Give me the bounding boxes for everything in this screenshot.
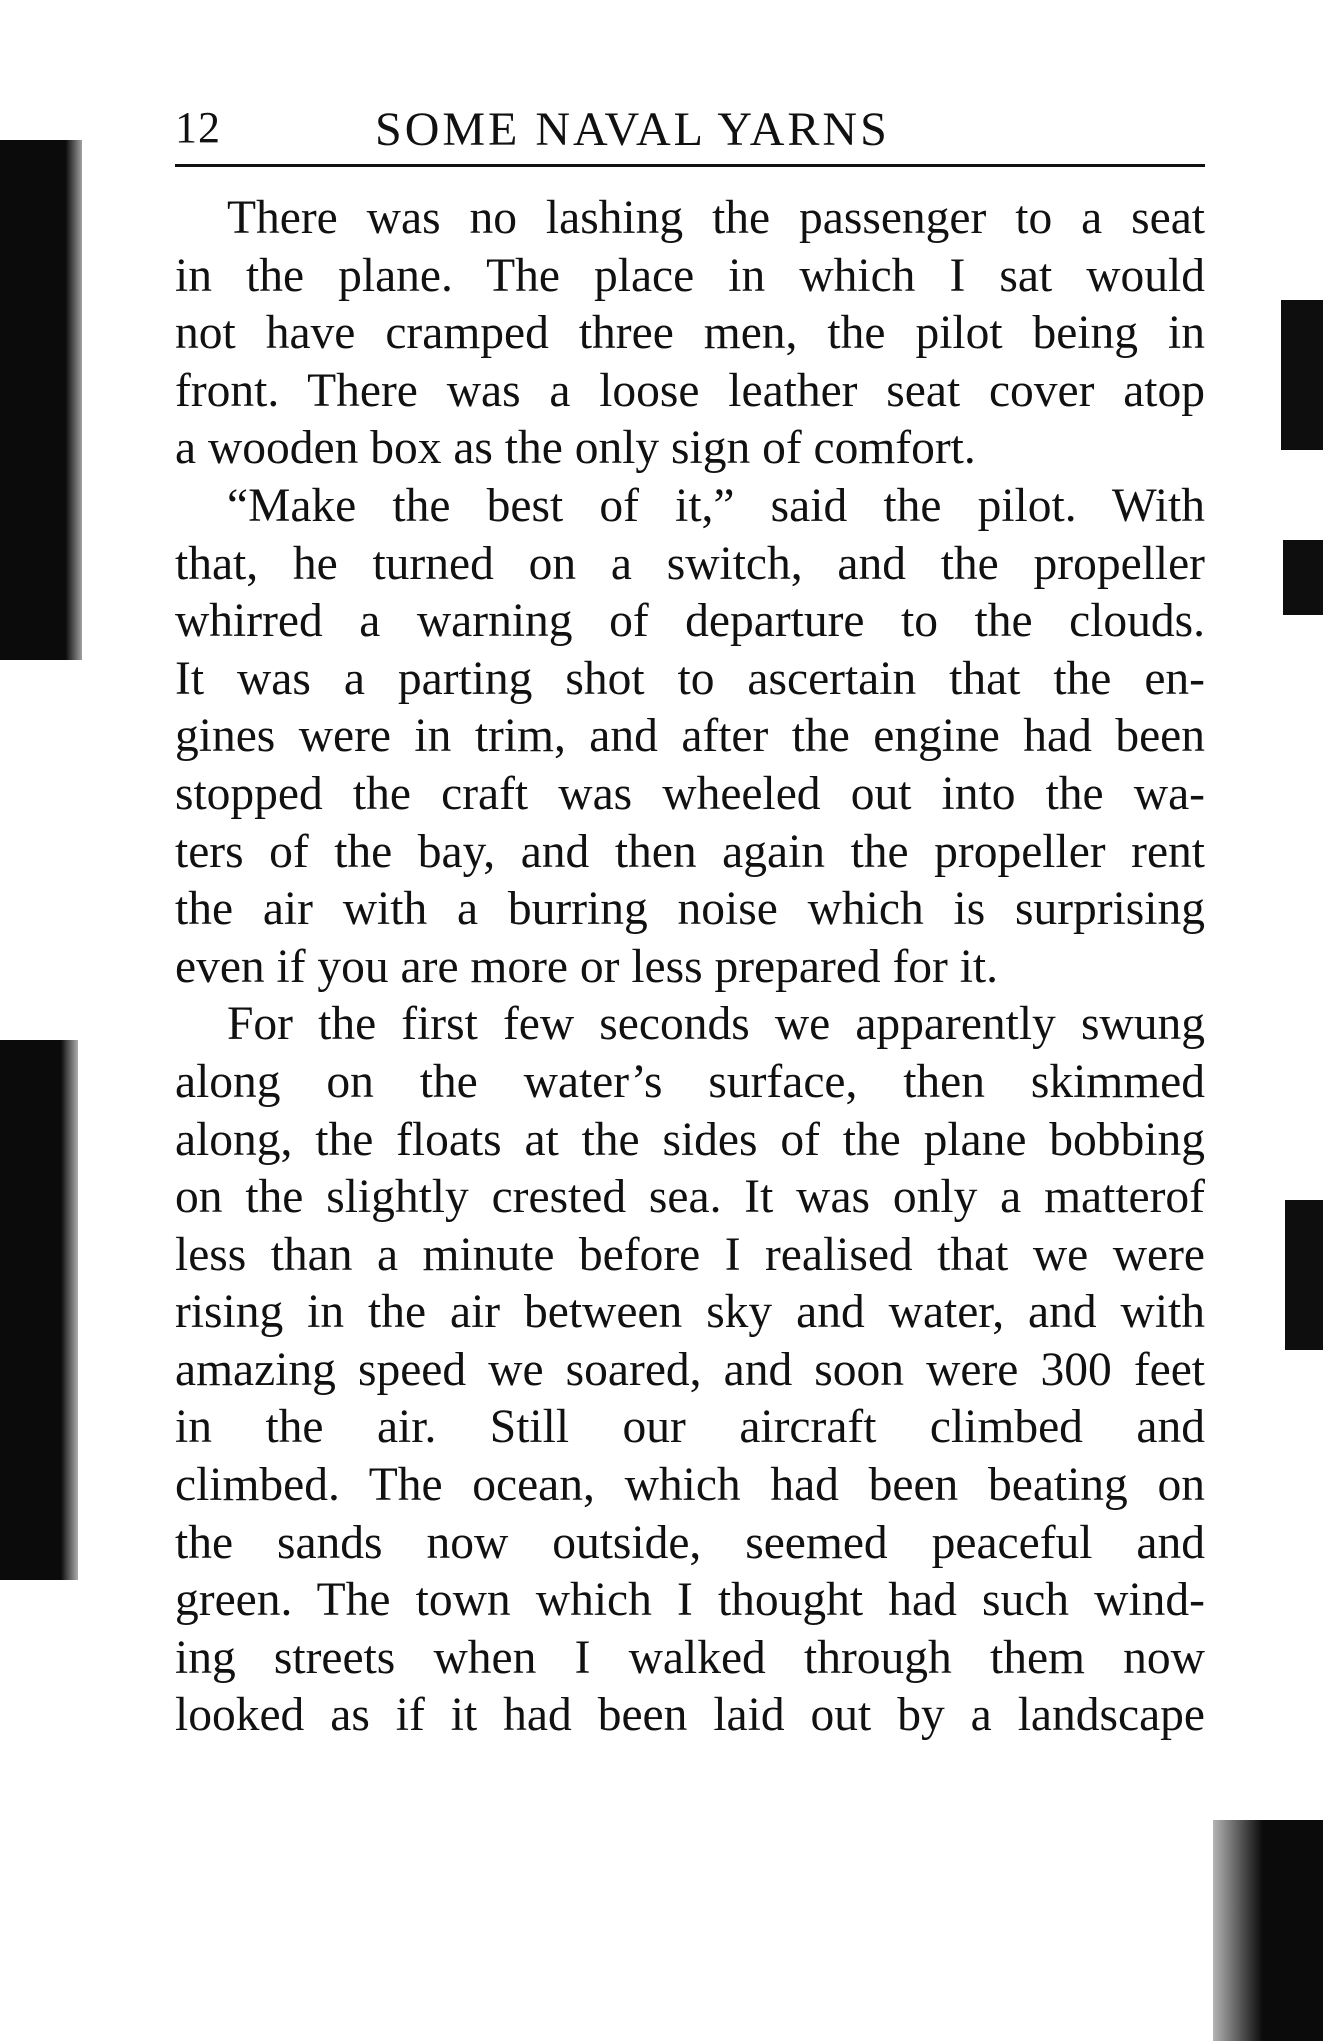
text-line: along, the floats at the sides of the plane bobbing — [175, 1113, 1205, 1166]
running-title: SOME NAVAL YARNS — [375, 103, 890, 156]
text-line: not have cramped three men, the pilot being in — [175, 307, 1205, 360]
text-line: looked as if it had been laid out by a landscape — [175, 1689, 1205, 1742]
text-line: front. There was a loose leather seat cover atop — [175, 364, 1205, 417]
text-line: the sands now outside, seemed peaceful and — [175, 1516, 1205, 1569]
running-header — [175, 102, 1205, 167]
text-line: the air with a burring noise which is surprising — [175, 883, 1205, 936]
text-line: stopped the craft was wheeled out into the wa- — [175, 767, 1205, 820]
page-number: 12 — [175, 103, 221, 152]
text-line: that, he turned on a switch, and the propeller — [175, 537, 1205, 590]
text-line: in the plane. The place in which I sat would — [175, 249, 1205, 302]
text-line: even if you are more or less prepared for it. — [175, 940, 998, 993]
text-line: ing streets when I walked through them now — [175, 1631, 1205, 1684]
scan-shadow-right-1 — [1281, 300, 1323, 450]
scan-shadow-right-2 — [1283, 540, 1323, 615]
text-line: For the first few seconds we apparently swung — [227, 998, 1205, 1051]
text-line: a wooden box as the only sign of comfort. — [175, 422, 976, 475]
scan-shadow-right-3 — [1285, 1200, 1323, 1350]
text-line: along on the water’s surface, then skimmed — [175, 1055, 1205, 1108]
text-line: climbed. The ocean, which had been beating on — [175, 1459, 1205, 1512]
scan-shadow-left-top — [0, 140, 82, 660]
text-line: on the slightly crested sea. It was only a matterof — [175, 1171, 1205, 1224]
scan-shadow-right-bottom — [1213, 1820, 1323, 2041]
text-line: There was no lashing the passenger to a seat — [227, 192, 1205, 244]
text-line: green. The town which I thought had such wind- — [175, 1574, 1205, 1627]
text-line: rising in the air between sky and water, and with — [175, 1286, 1205, 1339]
text-line: in the air. Still our aircraft climbed and — [175, 1401, 1205, 1454]
text-line: amazing speed we soared, and soon were 300 feet — [175, 1343, 1205, 1396]
text-line: It was a parting shot to ascertain that the en- — [175, 652, 1205, 705]
text-line: gines were in trim, and after the engine had been — [175, 710, 1205, 763]
text-line: “Make the best of it,” said the pilot. With — [227, 479, 1205, 532]
body-text — [175, 190, 1205, 1745]
text-line: ters of the bay, and then again the propeller rent — [175, 825, 1205, 878]
text-line: less than a minute before I realised that we were — [175, 1228, 1205, 1281]
text-line: whirred a warning of departure to the clouds. — [175, 595, 1205, 648]
scan-shadow-left-bottom — [0, 1040, 78, 1580]
